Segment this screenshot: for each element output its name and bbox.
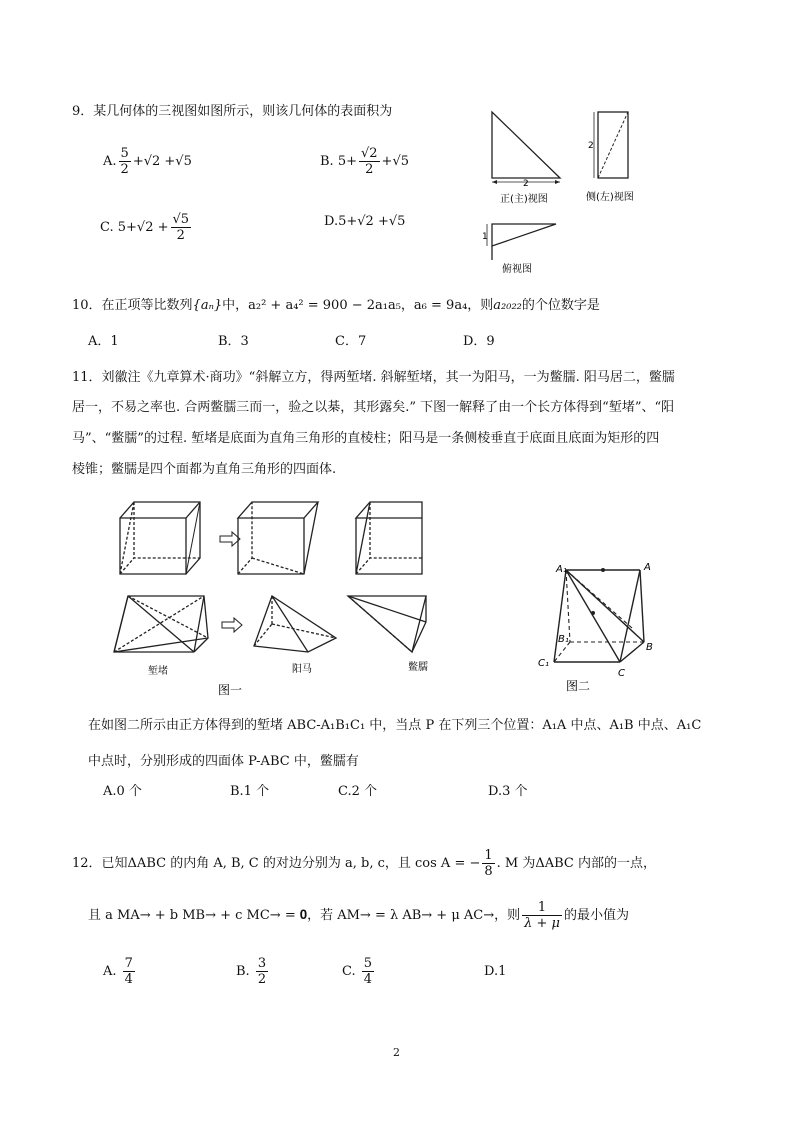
q11-option-d: D.3 个 bbox=[488, 784, 528, 799]
q12-option-d: D.1 bbox=[484, 964, 507, 979]
front-view-label: 正(主)视图 bbox=[500, 194, 548, 205]
label-bienao: 鳖臑 bbox=[408, 662, 428, 673]
q11-option-c: C.2 个 bbox=[338, 784, 378, 799]
q10-option-b: B．3 bbox=[218, 334, 249, 349]
q12-line1: 12．已知ΔABC 的内角 A, B, C 的对边分别为 a, b, c，且 cos A = − $\frac{1}{8}$ . M 为ΔABC 内部的一点， bbox=[72, 848, 657, 879]
side-dim-2: 2 bbox=[588, 141, 594, 151]
vertex-B1: B₁ bbox=[558, 634, 569, 645]
q12-option-b: B. $\frac{3}{2}$ bbox=[236, 956, 267, 987]
q9-option-a: A. $\frac{5}{2}$ +√2 +√5 bbox=[103, 146, 192, 177]
vertex-C: C bbox=[618, 668, 625, 679]
q10-option-d: D．9 bbox=[463, 334, 495, 349]
q11-line1: 11．刘徽注《九章算术·商功》“斜解立方，得两堑堵. 斜解堑堵，其一为阳马，一为鳖臑. 阳马居二，鳖臑 bbox=[72, 370, 675, 385]
q12-frac-cos: $\frac{1}{8}$ bbox=[484, 848, 493, 879]
q9-option-d: D.5+√2 +√5 bbox=[324, 214, 406, 229]
vertex-B: B bbox=[646, 642, 653, 653]
label-qiandu: 堑堵 bbox=[148, 666, 168, 677]
q9-three-views-figure bbox=[470, 100, 670, 280]
figure-one-caption: 图一 bbox=[218, 683, 243, 697]
q11-line6: 中点时，分别形成的四面体 P-ABC 中，鳖臑有 bbox=[88, 754, 359, 769]
q11-line2: 居一，不易之率也. 合两鳖臑三而一，验之以棊，其形露矣.” 下图一解释了由一个长方体得到“堑堵”、“阳 bbox=[72, 400, 675, 415]
vertex-C1: C₁ bbox=[538, 658, 549, 669]
q9-option-b: B. 5+ $\frac{√2}{2}$ +√5 bbox=[320, 146, 409, 177]
figure-two-caption: 图二 bbox=[566, 679, 591, 693]
top-view-shape bbox=[492, 224, 556, 246]
top-view-label: 俯视图 bbox=[502, 264, 532, 275]
q9-frac-a: $\frac{5}{2}$ bbox=[120, 146, 129, 177]
q10-option-c: C．7 bbox=[335, 334, 367, 349]
q9-stem: 9．某几何体的三视图如图所示，则该几何体的表面积为 bbox=[72, 104, 393, 119]
side-view-label: 侧(左)视图 bbox=[586, 192, 634, 203]
label-yangma: 阳马 bbox=[292, 664, 312, 675]
top-dim-1: 1 bbox=[482, 232, 488, 242]
q11-option-b: B.1 个 bbox=[230, 784, 270, 799]
page-number: 2 bbox=[393, 1046, 400, 1059]
figure-two bbox=[522, 558, 672, 698]
q11-option-a: A.0 个 bbox=[103, 784, 142, 799]
front-dim-2: 2 bbox=[523, 179, 529, 189]
q12-frac-lambda-mu: $\frac{1}{\lambda + \mu}$ bbox=[524, 900, 560, 931]
q9-frac-c: $\frac{√5}{2}$ bbox=[172, 212, 190, 243]
q12-option-c: C. $\frac{5}{4}$ bbox=[342, 956, 373, 987]
front-view-shape bbox=[492, 112, 560, 178]
q12-option-a: A. $\frac{7}{4}$ bbox=[103, 956, 133, 987]
q11-line3: 马”、“鳖臑”的过程. 堑堵是底面为直角三角形的直棱柱；阳马是一条侧棱垂直于底面且底面为矩形的四 bbox=[72, 431, 660, 446]
figure-one bbox=[108, 492, 448, 702]
q11-line4: 棱锥；鳖臑是四个面都为直角三角形的四面体. bbox=[72, 462, 337, 477]
q10-option-a: A．1 bbox=[88, 334, 119, 349]
q9-option-c: C. 5+√2 + $\frac{√5}{2}$ bbox=[100, 212, 190, 243]
vertex-A1: A₁ bbox=[556, 564, 567, 575]
q12-line2: 且 a MA→ + b MB→ + c MC→ = 𝟎，若 AM→ = λ AB→ + μ AC→，则 $\frac{1}{\lambda + \mu}$ 的最小值为 bbox=[88, 900, 630, 931]
q10-stem: 10．在正项等比数列{aₙ}中，a₂² + a₄² = 900 − 2a₁a₅，a₆ = 9a₄，则a₂₀₂₂的个位数字是 bbox=[72, 298, 600, 313]
q9-frac-b: $\frac{√2}{2}$ bbox=[360, 146, 378, 177]
vertex-A: A bbox=[644, 562, 651, 573]
q11-line5: 在如图二所示由正方体得到的堑堵 ABC-A₁B₁C₁ 中，当点 P 在下列三个位置：A₁A 中点、A₁B 中点、A₁C bbox=[88, 718, 702, 733]
